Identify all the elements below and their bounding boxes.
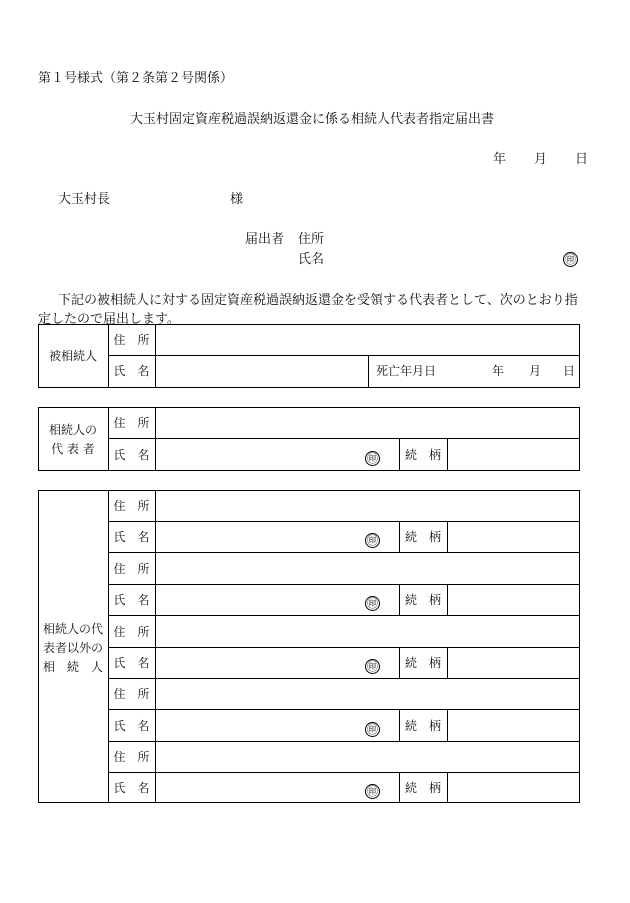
- representative-name-label: 氏 名: [113, 448, 150, 462]
- heir2-address-label: 住 所: [113, 562, 150, 576]
- notifier-name-label: 氏名: [298, 252, 325, 267]
- body-text-line2: 定したので届出します。: [38, 312, 180, 327]
- heir5-address-field[interactable]: [160, 750, 575, 764]
- representative-relation-field[interactable]: [452, 448, 575, 462]
- body-text-line1: 下記の被相続人に対する固定資産税過誤納返還金を受領する代表者として、次のとおり指: [58, 293, 578, 308]
- death-month-label: 月: [529, 364, 542, 378]
- representative-seal-mark: ㊞: [367, 452, 378, 465]
- heir3-relation-label: 続 柄: [404, 656, 441, 670]
- other-heirs-label-line1: 相続人の代: [42, 622, 103, 636]
- heir2-relation-label: 続 柄: [404, 593, 441, 607]
- heir3-address-field[interactable]: [160, 625, 575, 639]
- heir5-name-label: 氏 名: [113, 781, 150, 795]
- date-day-label: 日: [575, 152, 589, 167]
- representative-label-line2: 代 表 者: [51, 442, 95, 456]
- heir3-address-label: 住 所: [113, 625, 150, 639]
- representative-address-field[interactable]: [160, 416, 575, 430]
- heir3-seal-mark: ㊞: [367, 660, 378, 673]
- heir4-address-label: 住 所: [113, 687, 150, 701]
- deceased-name-field[interactable]: [160, 364, 360, 378]
- heir3-relation-field[interactable]: [452, 656, 575, 670]
- date-month-label: 月: [534, 152, 548, 167]
- heir2-address-field[interactable]: [160, 562, 575, 576]
- heir3-name-field[interactable]: [160, 656, 355, 670]
- heir2-name-label: 氏 名: [113, 593, 150, 607]
- addressee-name: 大玉村長: [58, 192, 111, 207]
- death-year-label: 年: [492, 364, 505, 378]
- heir2-seal-mark: ㊞: [367, 597, 378, 610]
- heir4-address-field[interactable]: [160, 687, 575, 701]
- heir1-seal-mark: ㊞: [367, 534, 378, 547]
- heir4-relation-label: 続 柄: [404, 719, 441, 733]
- heir5-seal-mark: ㊞: [367, 785, 378, 798]
- deceased-section-label: 被相続人: [48, 349, 97, 363]
- form-number: 第１号様式（第２条第２号関係）: [38, 71, 234, 86]
- death-day-label: 日: [563, 364, 576, 378]
- heir5-relation-field[interactable]: [452, 781, 575, 795]
- heir3-name-label: 氏 名: [113, 656, 150, 670]
- other-heirs-label-line3: 相 続 人: [42, 660, 103, 674]
- notifier-seal-mark: ㊞: [565, 253, 576, 266]
- heir1-relation-label: 続 柄: [404, 530, 441, 544]
- heir4-relation-field[interactable]: [452, 719, 575, 733]
- heir2-name-field[interactable]: [160, 593, 355, 607]
- heir1-name-field[interactable]: [160, 530, 355, 544]
- heir5-relation-label: 続 柄: [404, 781, 441, 795]
- representative-name-field[interactable]: [160, 448, 355, 462]
- date-year-label: 年: [493, 152, 507, 167]
- heir4-name-field[interactable]: [160, 719, 355, 733]
- representative-address-label: 住 所: [113, 416, 150, 430]
- death-date-label: 死亡年月日: [376, 364, 437, 378]
- heir4-name-label: 氏 名: [113, 719, 150, 733]
- representative-relation-label: 続 柄: [404, 448, 441, 462]
- addressee-honorific: 様: [230, 192, 244, 207]
- heir2-relation-field[interactable]: [452, 593, 575, 607]
- heir5-name-field[interactable]: [160, 781, 355, 795]
- deceased-address-field[interactable]: [160, 333, 575, 347]
- deceased-address-label: 住 所: [113, 333, 150, 347]
- other-heirs-label-line2: 表者以外の: [42, 641, 103, 655]
- deceased-name-label: 氏 名: [113, 364, 150, 378]
- notifier-address-label: 住所: [298, 232, 325, 247]
- notifier-label: 届出者: [245, 232, 285, 247]
- heir5-address-label: 住 所: [113, 750, 150, 764]
- heir4-seal-mark: ㊞: [367, 723, 378, 736]
- form-title: 大玉村固定資産税過誤納返還金に係る相続人代表者指定届出書: [130, 112, 495, 127]
- heir1-address-label: 住 所: [113, 499, 150, 513]
- heir1-name-label: 氏 名: [113, 530, 150, 544]
- heir1-relation-field[interactable]: [452, 530, 575, 544]
- heir1-address-field[interactable]: [160, 499, 575, 513]
- representative-label-line1: 相続人の: [48, 423, 97, 437]
